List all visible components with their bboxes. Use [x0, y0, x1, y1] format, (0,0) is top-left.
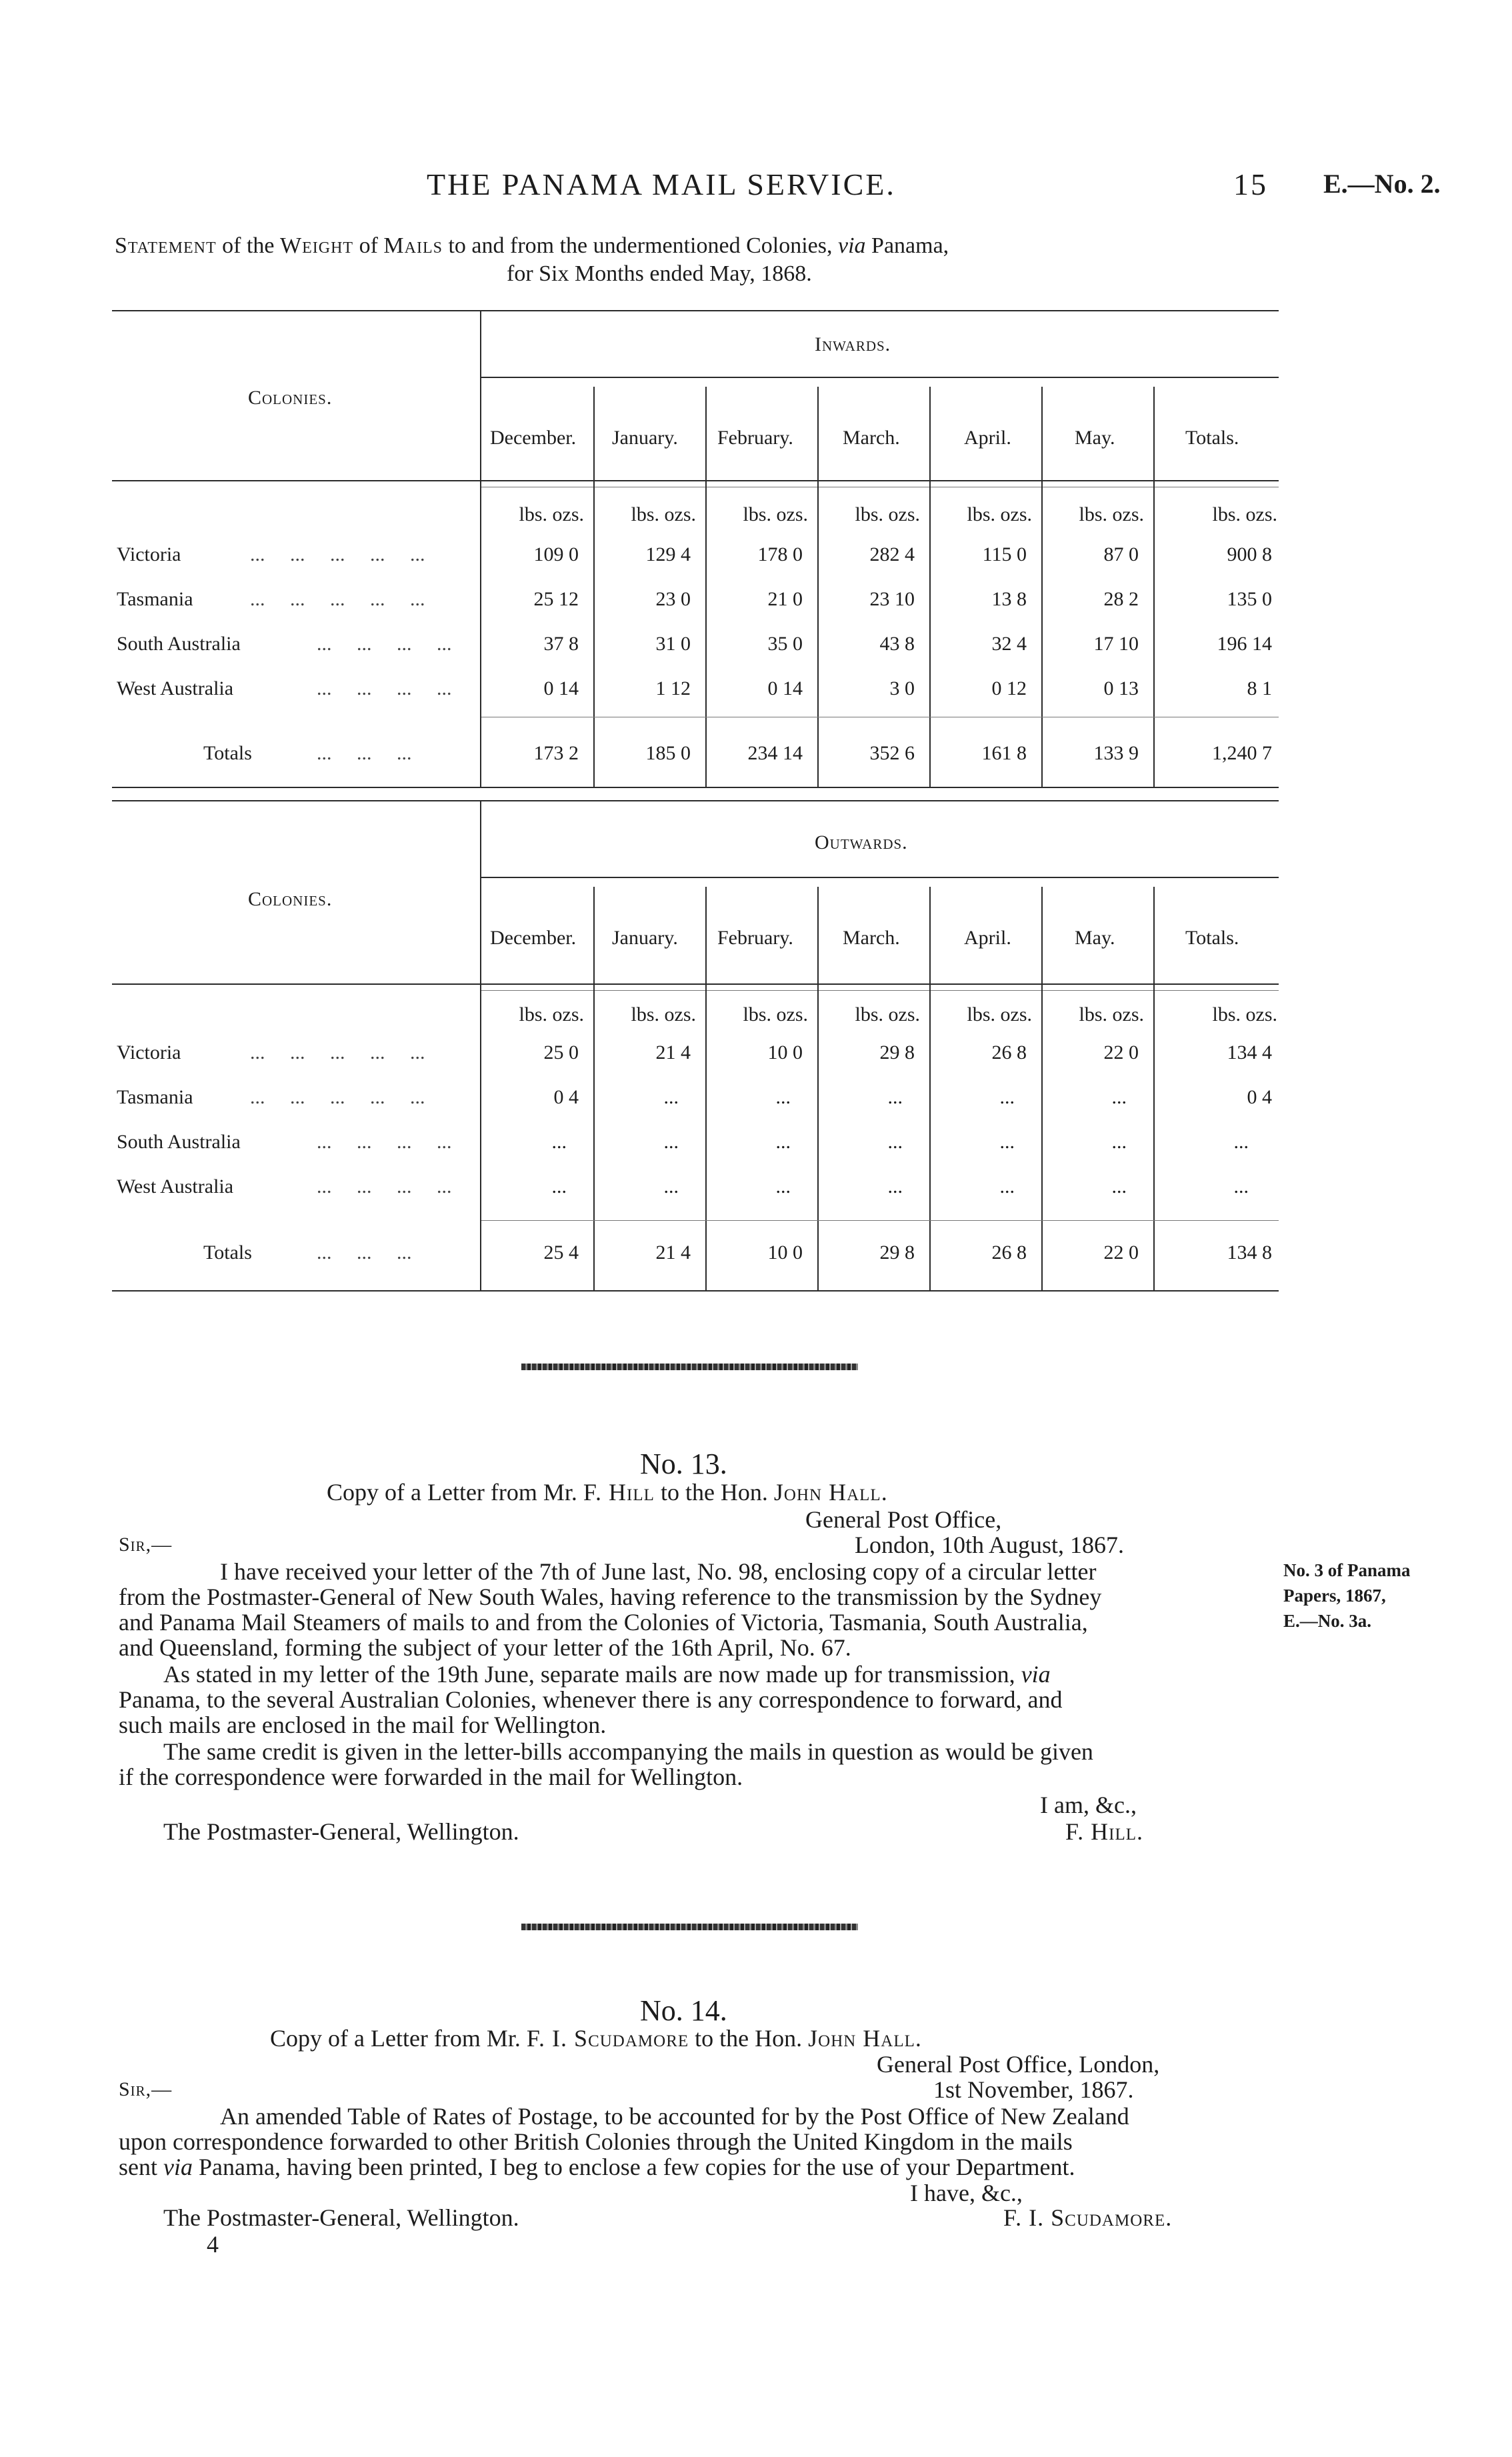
outwards-unit: lbs. ozs. [855, 1003, 920, 1025]
outwards-header-december: December. [490, 927, 577, 949]
letter-13-subtitle: Copy of a Letter from Mr. F. Hill to the Hon. John Hall. [327, 1479, 888, 1506]
table-cell: 26 8 [991, 1242, 1027, 1264]
inwards-row-south-australia-label: South Australia [117, 633, 241, 655]
page-title: THE PANAMA MAIL SERVICE. [427, 167, 896, 201]
table-cell: 173 2 [533, 742, 579, 764]
table-cell: ... [999, 1086, 1015, 1108]
table-cell: 1 12 [655, 677, 691, 699]
table-cell: 115 0 [982, 543, 1027, 565]
statement-caption: Statement of the Weight of Mails to and from the undermentioned Colonies, via Panama, [115, 233, 949, 258]
table-cell: 129 4 [645, 543, 691, 565]
letter-13-line: such mails are enclosed in the mail for Wellington. [119, 1712, 607, 1738]
table-cell: 0 13 [1103, 677, 1139, 699]
outwards-header-january: January. [612, 927, 678, 949]
table-cell: ... [775, 1175, 791, 1197]
letter-14-closing: I have, &c., [910, 2180, 1023, 2206]
letter-13-line: if the correspondence were forwarded in the mail for Wellington. [119, 1764, 743, 1790]
inwards-unit: lbs. ozs. [631, 503, 696, 525]
table-cell: 28 2 [1103, 588, 1139, 610]
inwards-header-december: December. [490, 427, 577, 449]
letter-13-salutation: Sir,— [119, 1534, 173, 1556]
letter-13-address-line2: London, 10th August, 1867. [855, 1532, 1125, 1558]
letter-13-addressee: The Postmaster-General, Wellington. [163, 1818, 519, 1845]
leader-dots: ... ... ... [317, 1242, 412, 1264]
table-cell: 29 8 [879, 1041, 915, 1063]
letter-14-line3: sent via Panama, having been printed, I beg to enclose a few copies for the use of your Department. [119, 2154, 1075, 2180]
outwards-section-label: Outwards. [815, 831, 908, 853]
table-cell: ... [999, 1131, 1015, 1153]
inwards-header-january: January. [612, 427, 678, 449]
inwards-totals-label: Totals [203, 742, 252, 764]
table-cell: 0 4 [553, 1086, 579, 1108]
leader-dots: ... ... ... ... [317, 633, 452, 655]
table-cell: 21 0 [767, 588, 803, 610]
table-cell: 1,240 7 [1212, 742, 1272, 764]
table-cell: 10 0 [767, 1242, 803, 1264]
table-cell: 23 10 [869, 588, 915, 610]
letter-13-signature: F. Hill. [1065, 1818, 1144, 1845]
leader-dots: ... ... ... ... [317, 1175, 452, 1197]
table-cell: 178 0 [757, 543, 803, 565]
table-cell: 109 0 [533, 543, 579, 565]
table-cell: ... [663, 1175, 679, 1197]
table-cell: 196 14 [1217, 633, 1272, 655]
table-cell: 21 4 [655, 1242, 691, 1264]
table-cell: ... [663, 1086, 679, 1108]
table-cell: 161 8 [981, 742, 1027, 764]
outwards-header-april: April. [964, 927, 1011, 949]
letter-13-number: No. 13. [640, 1448, 727, 1480]
outwards-header-totals: Totals. [1185, 927, 1239, 949]
letter-14-number: No. 14. [640, 1994, 727, 2027]
inwards-header-totals: Totals. [1185, 427, 1239, 449]
table-cell: 22 0 [1103, 1041, 1139, 1063]
letter-13-line: I have received your letter of the 7th of June last, No. 98, enclosing copy of a circular letter [220, 1558, 1097, 1585]
letter-14-address-line1: General Post Office, London, [877, 2051, 1160, 2078]
margin-note: E.—No. 3a. [1283, 1611, 1372, 1631]
table-cell: ... [551, 1131, 567, 1153]
inwards-unit: lbs. ozs. [1079, 503, 1144, 525]
table-cell: ... [887, 1175, 903, 1197]
letter-14-line: An amended Table of Rates of Postage, to be accounted for by the Post Office of New Zealand [220, 2103, 1129, 2130]
inwards-row-west-australia-label: West Australia [117, 677, 234, 699]
table-cell: 87 0 [1103, 543, 1139, 565]
outwards-unit: lbs. ozs. [743, 1003, 808, 1025]
table-cell: ... [551, 1175, 567, 1197]
letter-14-salutation: Sir,— [119, 2078, 173, 2100]
footnote-number: 4 [207, 2231, 219, 2258]
table-cell: 10 0 [767, 1041, 803, 1063]
table-cell: ... [1111, 1131, 1127, 1153]
inwards-unit: lbs. ozs. [967, 503, 1032, 525]
letter-14-subtitle: Copy of a Letter from Mr. F. I. Scudamore to the Hon. John Hall. [270, 2025, 922, 2052]
outwards-row-tasmania-label: Tasmania [117, 1086, 193, 1108]
table-cell: ... [663, 1131, 679, 1153]
letter-13-line: Panama, to the several Australian Colonies, whenever there is any correspondence to forward, and [119, 1686, 1063, 1713]
table-cell: 22 0 [1103, 1242, 1139, 1264]
outwards-row-victoria-label: Victoria [117, 1041, 181, 1063]
table-cell: 282 4 [869, 543, 915, 565]
leader-dots: ... ... ... ... [317, 1131, 452, 1153]
letter-14-line: upon correspondence forwarded to other British Colonies through the United Kingdom in the mails [119, 2128, 1073, 2155]
table-cell: 134 4 [1227, 1041, 1272, 1063]
table-cell: 26 8 [991, 1041, 1027, 1063]
table-cell: ... [775, 1086, 791, 1108]
table-cell: ... [1111, 1086, 1127, 1108]
table-cell: 13 8 [991, 588, 1027, 610]
decorative-rule [521, 1364, 858, 1370]
leader-dots: ... ... ... ... ... [250, 588, 425, 610]
page-number: 15 [1233, 167, 1268, 201]
table-cell: 17 10 [1093, 633, 1139, 655]
inwards-header-february: February. [717, 427, 793, 449]
table-cell: 31 0 [655, 633, 691, 655]
statement-caption-line2: for Six Months ended May, 1868. [507, 261, 812, 286]
outwards-row-west-australia-label: West Australia [117, 1175, 234, 1197]
letter-13-address-line1: General Post Office, [805, 1506, 1002, 1533]
table-cell: 0 14 [543, 677, 579, 699]
outwards-colonies-label: Colonies. [248, 888, 333, 910]
inwards-header-april: April. [964, 427, 1011, 449]
table-cell: ... [887, 1131, 903, 1153]
decorative-rule [521, 1924, 858, 1930]
letter-13-closing: I am, &c., [1040, 1792, 1137, 1818]
leader-dots: ... ... ... [317, 742, 412, 764]
letter-13-line: and Queensland, forming the subject of your letter of the 16th April, No. 67. [119, 1634, 851, 1661]
table-cell: 0 4 [1247, 1086, 1272, 1108]
letter-13-line: from the Postmaster-General of New South Wales, having reference to the transmission by the Sydney [119, 1584, 1102, 1610]
inwards-section-label: Inwards. [815, 333, 891, 355]
letter-13-line: and Panama Mail Steamers of mails to and from the Colonies of Victoria, Tasmania, South Australia, [119, 1609, 1088, 1636]
table-cell: ... [775, 1131, 791, 1153]
table-cell: 21 4 [655, 1041, 691, 1063]
table-cell: 0 12 [991, 677, 1027, 699]
inwards-unit: lbs. ozs. [1212, 503, 1277, 525]
table-cell: 25 0 [543, 1041, 579, 1063]
table-cell: 32 4 [991, 633, 1027, 655]
inwards-header-march: March. [843, 427, 900, 449]
table-cell: 352 6 [869, 742, 915, 764]
table-cell: 37 8 [543, 633, 579, 655]
table-cell: ... [999, 1175, 1015, 1197]
table-cell: 23 0 [655, 588, 691, 610]
outwards-unit: lbs. ozs. [1212, 1003, 1277, 1025]
table-cell: 134 8 [1227, 1242, 1272, 1264]
outwards-unit: lbs. ozs. [1079, 1003, 1144, 1025]
table-cell: 0 14 [767, 677, 803, 699]
outwards-header-march: March. [843, 927, 900, 949]
table-cell: 133 9 [1093, 742, 1139, 764]
table-cell: 25 12 [533, 588, 579, 610]
outwards-unit: lbs. ozs. [967, 1003, 1032, 1025]
document-reference: E.—No. 2. [1323, 169, 1441, 199]
table-cell: 35 0 [767, 633, 803, 655]
leader-dots: ... ... ... ... ... [250, 1086, 425, 1108]
inwards-unit: lbs. ozs. [519, 503, 584, 525]
inwards-header-may: May. [1075, 427, 1115, 449]
table-cell: ... [887, 1086, 903, 1108]
table-cell: 25 4 [543, 1242, 579, 1264]
outwards-unit: lbs. ozs. [519, 1003, 584, 1025]
outwards-row-south-australia-label: South Australia [117, 1131, 241, 1153]
inwards-row-victoria-label: Victoria [117, 543, 181, 565]
table-cell: 900 8 [1227, 543, 1272, 565]
letter-13-para2: As stated in my letter of the 19th June, separate mails are now made up for transmission, via [163, 1661, 1051, 1688]
outwards-header-may: May. [1075, 927, 1115, 949]
table-cell: ... [1233, 1131, 1249, 1153]
letter-14-signature: F. I. Scudamore. [1003, 2204, 1173, 2231]
table-cell: ... [1233, 1175, 1249, 1197]
table-cell: 43 8 [879, 633, 915, 655]
table-cell: 135 0 [1227, 588, 1272, 610]
inwards-colonies-label: Colonies. [248, 387, 333, 409]
letter-14-addressee: The Postmaster-General, Wellington. [163, 2204, 519, 2231]
letter-14-address-line2: 1st November, 1867. [933, 2076, 1134, 2103]
leader-dots: ... ... ... ... ... [250, 1041, 425, 1063]
margin-note: Papers, 1867, [1283, 1586, 1386, 1606]
table-cell: ... [1111, 1175, 1127, 1197]
margin-note: No. 3 of Panama [1283, 1560, 1411, 1580]
table-cell: 234 14 [747, 742, 803, 764]
table-cell: 3 0 [889, 677, 915, 699]
table-cell: 185 0 [645, 742, 691, 764]
letter-13-line: The same credit is given in the letter-bills accompanying the mails in question as would be given [163, 1738, 1093, 1765]
inwards-row-tasmania-label: Tasmania [117, 588, 193, 610]
leader-dots: ... ... ... ... [317, 677, 452, 699]
outwards-totals-label: Totals [203, 1242, 252, 1264]
outwards-unit: lbs. ozs. [631, 1003, 696, 1025]
table-cell: 8 1 [1247, 677, 1272, 699]
outwards-header-february: February. [717, 927, 793, 949]
inwards-unit: lbs. ozs. [743, 503, 808, 525]
inwards-unit: lbs. ozs. [855, 503, 920, 525]
leader-dots: ... ... ... ... ... [250, 543, 425, 565]
table-cell: 29 8 [879, 1242, 915, 1264]
